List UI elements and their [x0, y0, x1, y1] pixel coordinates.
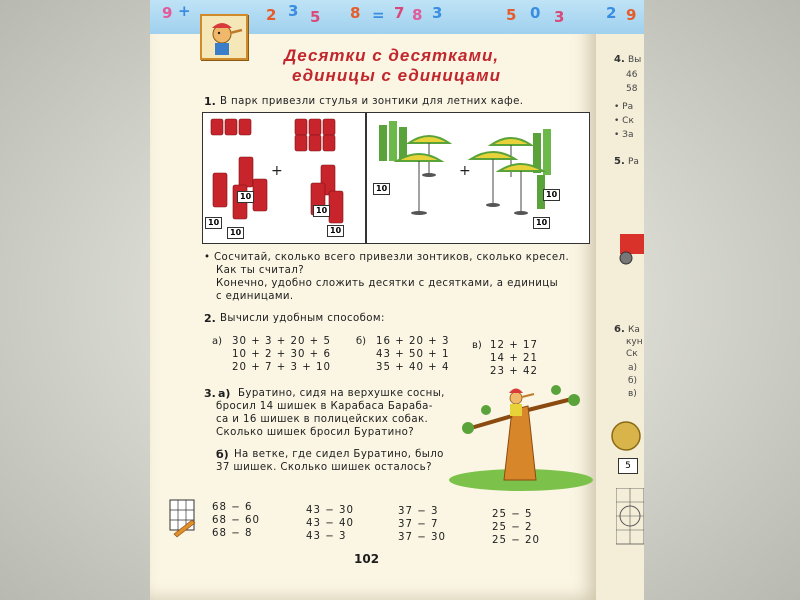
number-box: 5: [618, 458, 638, 474]
page-number: 102: [354, 552, 380, 566]
right-text: Ск: [626, 349, 638, 359]
problem-text: Сколько шишек бросил Буратино?: [216, 427, 415, 438]
expression: 25 − 2: [492, 522, 533, 533]
badge-ten: 10: [313, 205, 330, 217]
badge-ten: 10: [533, 217, 550, 229]
badge-ten: 10: [327, 225, 344, 237]
grid-drawing-icon: [616, 488, 644, 548]
strip-symbol: 7: [394, 4, 405, 22]
expression: 43 − 30: [306, 505, 354, 516]
bullet-line: • Сосчитай, сколько всего привезли зонтиков, сколько кресел.: [204, 252, 570, 263]
right-task-number: 4.: [614, 54, 625, 65]
plus-sign: +: [271, 163, 283, 179]
badge-ten: 10: [227, 227, 244, 239]
expression: 20 + 7 + 3 + 10: [232, 362, 331, 373]
problem-text: бросил 14 шишек в Карабаса Бараба-: [216, 401, 433, 412]
expression: 37 − 30: [398, 532, 446, 543]
right-text: • За: [614, 130, 634, 140]
strip-symbol: +: [178, 2, 191, 20]
right-task-number: 5.: [614, 156, 625, 167]
right-text: 58: [626, 84, 638, 94]
strip-symbol: 2: [606, 4, 617, 22]
badge-ten: 10: [543, 189, 560, 201]
strip-symbol: 9: [162, 4, 173, 22]
strip-symbol: 9: [626, 6, 637, 24]
strip-symbol: 8: [412, 6, 423, 24]
problem-text: са и 16 шишек в полицейских собак.: [216, 414, 429, 425]
expression: 68 − 8: [212, 528, 253, 539]
expression: 43 − 40: [306, 518, 354, 529]
bullet-line: Конечно, удобно сложить десятки с десятками, а единицы: [216, 278, 559, 289]
task-number: 1.: [204, 95, 216, 108]
right-text: Вы: [628, 55, 642, 65]
problem-text: 37 шишек. Сколько шишек осталось?: [216, 462, 432, 473]
expression: 37 − 3: [398, 506, 439, 517]
grid-pencil-icon: [168, 498, 198, 538]
expression: 25 − 5: [492, 509, 533, 520]
problem-text: Буратино, сидя на верхушке сосны,: [238, 388, 445, 399]
expression: 30 + 3 + 20 + 5: [232, 336, 331, 347]
right-text: • Ск: [614, 116, 634, 126]
coin-icon: [610, 418, 644, 454]
right-text: Ка: [628, 325, 640, 335]
strip-symbol: 0: [530, 4, 541, 22]
expression: 14 + 21: [490, 353, 538, 364]
right-text: в): [628, 389, 637, 399]
expression: 25 − 20: [492, 535, 540, 546]
column-label: в): [472, 340, 482, 351]
strip-symbol: 3: [288, 2, 299, 20]
badge-ten: 10: [237, 191, 254, 203]
right-task-number: 6.: [614, 324, 625, 335]
page-title-line2: единицы с единицами: [292, 66, 501, 85]
right-text: Ра: [628, 157, 639, 167]
strip-symbol: 3: [554, 8, 565, 26]
strip-symbol: 5: [506, 6, 517, 24]
chairs-umbrellas-illustration: [202, 112, 590, 244]
page-title-line1: Десятки с десятками,: [284, 46, 500, 65]
expression: 43 + 50 + 1: [376, 349, 450, 360]
column-label: б): [356, 336, 367, 347]
strip-symbol: 2: [266, 6, 277, 24]
expression: 10 + 2 + 30 + 6: [232, 349, 331, 360]
task-text: Вычисли удобным способом:: [220, 313, 385, 324]
toy-car-icon: [616, 224, 644, 268]
task-number: 3.: [204, 387, 216, 400]
strip-symbol: 5: [310, 8, 321, 26]
expression: 23 + 42: [490, 366, 538, 377]
column-label: а): [212, 336, 223, 347]
right-text: 46: [626, 70, 638, 80]
strip-symbol: =: [372, 6, 385, 24]
right-text: кун: [626, 337, 643, 347]
badge-ten: 10: [205, 217, 222, 229]
pinocchio-tree-illustration: [446, 380, 596, 492]
strip-symbol: 8: [350, 4, 361, 22]
right-text: • Ра: [614, 102, 634, 112]
expression: 35 + 40 + 4: [376, 362, 450, 373]
expression: 16 + 20 + 3: [376, 336, 450, 347]
textbook-spread: [150, 0, 644, 600]
expression: 68 − 6: [212, 502, 253, 513]
problem-text: На ветке, где сидел Буратино, было: [234, 449, 444, 460]
part-label: а): [218, 387, 231, 400]
plus-sign: +: [459, 163, 471, 179]
task-number: 2.: [204, 312, 216, 325]
strip-symbol: 3: [432, 4, 443, 22]
right-text: а): [628, 363, 638, 373]
part-label: б): [216, 448, 229, 461]
expression: 37 − 7: [398, 519, 439, 530]
task-text: В парк привезли стулья и зонтики для летних кафе.: [220, 96, 524, 107]
badge-ten: 10: [373, 183, 390, 195]
bullet-line: с единицами.: [216, 291, 294, 302]
pinocchio-mascot-icon: [200, 14, 248, 60]
expression: 12 + 17: [490, 340, 538, 351]
right-text: б): [628, 376, 638, 386]
expression: 43 − 3: [306, 531, 347, 542]
bullet-line: Как ты считал?: [216, 265, 305, 276]
expression: 68 − 60: [212, 515, 260, 526]
